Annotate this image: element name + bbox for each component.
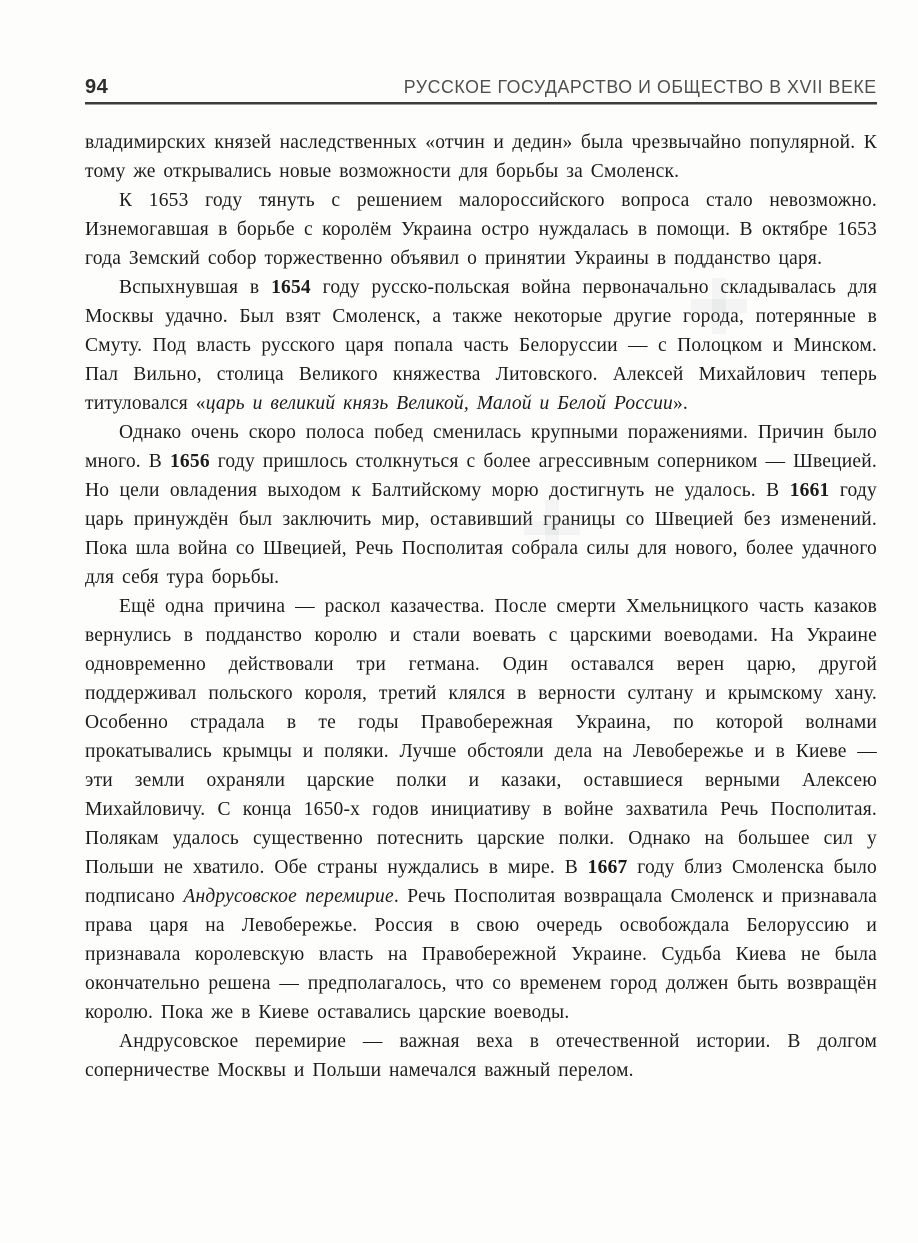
paragraph [85, 186, 877, 273]
paragraph [85, 128, 877, 186]
text-run: владимирских князей наследственных «отчин и дедин» была чрезвычайно популярной. К тому же открывались новые возможности для борьбы за Смоленск. [85, 132, 877, 182]
text-run: Однако очень скоро полоса побед сменилась крупными поражениями. Причин было много. В [85, 422, 877, 472]
paragraph [85, 1027, 877, 1085]
paragraph [85, 592, 877, 1027]
text-run: . Речь Посполитая возвращала Смоленск и признавала права царя на Левобережье. Россия в свою очередь освобождала Белоруссию и признавала королевскую власть на Правобережной Украине. Судьба Киева не была окончательно решена — предполагалось, что со временем город должен быть возвращён королю. Пока же в Киеве оставались царские воеводы. [85, 886, 877, 1023]
text-run: ». [672, 393, 688, 414]
text-run: году русско-польская война первоначально складывалась для Москвы удачно. Был взят Смоленск, а также некоторые другие города, потерянные в Смуту. Под власть русского царя попала часть Белоруссии — с Полоцком и Минском. Пал Вильно, столица Великого княжества Литовского. Алексей Михайлович теперь титуловался « [85, 277, 877, 414]
text-run: году пришлось столкнуться с более агрессивным соперником — Швецией. Но цели овладения выходом к Балтийскому морю достигнуть не удалось. В [85, 451, 877, 501]
italic-term: царь и великий князь Великой, Малой и Белой России [205, 393, 673, 414]
text-run: Ещё одна причина — раскол казачества. После смерти Хмельницкого часть казаков вернулись в подданство королю и стали воевать с царскими воеводами. На Украине одновременно действовали три гетмана. Один оставался верен царю, другой поддерживал польского короля, третий клялся в верности султану и крымскому хану. Особенно страдала в те годы Правобережная Украина, по которой волнами прокатывались крымцы и поляки. Лучше обстояли дела на Левобережье и в Киеве — эти земли охраняли царские полки и казаки, оставшиеся верными Алексею Михайловичу. С конца 1650-х годов инициативу в войне захватила Речь Посполитая. Полякам удалось существенно потеснить царские полки. Однако на большее сил у Польши не хватило. Обе страны нуждались в мире. В [85, 596, 877, 878]
page-number: 94 [85, 76, 109, 98]
bold-year: 1661 [789, 480, 830, 501]
body-text [85, 128, 877, 1085]
paragraph [85, 418, 877, 592]
bold-year: 1654 [271, 277, 311, 298]
header-rule [85, 102, 877, 105]
bold-year: 1656 [169, 451, 210, 472]
text-run: году царь принуждён был заключить мир, оставивший границы со Швецией без изменений. Пока шла война со Швецией, Речь Посполитая собрала силы для нового, более удачного для себя тура борьбы. [85, 480, 877, 588]
text-run: Андрусовское перемирие — важная веха в отечественной истории. В долгом соперничестве Москвы и Польши намечался важный перелом. [85, 1031, 877, 1081]
running-title: РУССКОЕ ГОСУДАРСТВО И ОБЩЕСТВО В XVII ВЕКЕ [403, 76, 877, 97]
bold-year: 1667 [587, 857, 628, 878]
page-header [85, 76, 877, 99]
text-run: году близ Смоленска было подписано [85, 857, 877, 907]
text-run: К 1653 году тянуть с решением малороссийского вопроса стало невозможно. Изнемогавшая в борьбе с королём Украина остро нуждалась в помощи. В октябре 1653 года Земский собор торжественно объявил о принятии Украины в подданство царя. [85, 190, 877, 269]
text-run: Вспыхнувшая в [119, 277, 272, 298]
paragraph [85, 273, 877, 418]
italic-term: Андрусовское перемирие [183, 886, 394, 907]
